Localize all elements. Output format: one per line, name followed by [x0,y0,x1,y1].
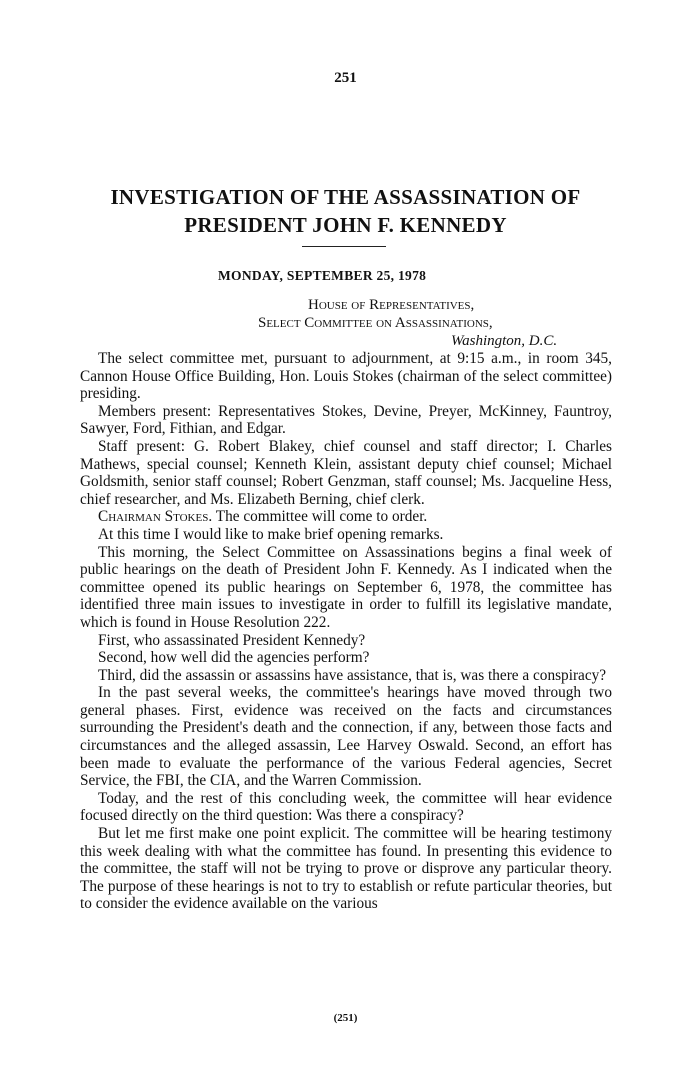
paragraph-text: The committee will come to order. [212,508,428,526]
paragraph-text: Second, how well did the agencies perform? [98,649,370,667]
paragraph-text: In the past several weeks, the committee's hearings have moved through two general phases. First, evidence was received on the facts and circumstances surrounding the President's death and the connection, if any, between those facts and circumstances and the alleged assassin, Lee Harvey Oswald. Second, an effort has been made to evaluate the performance of the various Federal agencies, Secret Service, the FBI, the CIA, and the Warren Commission. [80,684,612,790]
paragraph-text: At this time I would like to make brief opening remarks. [98,525,444,543]
paragraph-text: Members present: Representatives Stokes, Devine, Preyer, McKinney, Fauntroy, Sawyer, Ford, Fithian, and Edgar. [80,402,612,438]
paragraph-text: First, who assassinated President Kennedy? [98,631,366,649]
paragraph-text: Today, and the rest of this concluding week, the committee will hear evidence focused directly on the third question: Was there a conspiracy? [80,789,612,825]
venue-house: House of Representatives, [308,297,475,313]
title-line-2: PRESIDENT JOHN F. KENNEDY [184,213,507,237]
paragraph [80,526,612,544]
footer-page-number: (251) [333,1012,358,1024]
paragraph [80,632,612,650]
title-divider [302,246,386,247]
paragraph [80,403,612,438]
title-line-1: INVESTIGATION OF THE ASSASSINATION OF [110,185,581,209]
body-text [80,350,612,913]
venue-city: Washington, D.C. [451,333,558,349]
paragraph [80,544,612,632]
page-number: 251 [334,70,357,86]
paragraph-text: But let me first make one point explicit. The committee will be hearing testimony this week dealing with what the committee has found. In presenting this evidence to the committee, the staff will not be trying to prove or disprove any particular theory. The purpose of these hearings is not to try to establish or refute particular theories, but to consider the evidence available on the various [80,825,612,913]
document-title [60,183,631,239]
paragraph-text: Third, did the assassin or assassins have assistance, that is, was there a conspiracy? [98,666,607,684]
paragraph-text: The select committee met, pursuant to adjournment, at 9:15 a.m., in room 345, Cannon House Office Building, Hon. Louis Stokes (chairman of the select committee) presiding. [80,350,612,403]
paragraph [80,350,612,403]
paragraph [80,649,612,667]
hearing-date: MONDAY, SEPTEMBER 25, 1978 [218,268,427,283]
paragraph [80,790,612,825]
paragraph [80,825,612,913]
paragraph-text: This morning, the Select Committee on Assassinations begins a final week of public hearings on the death of President John F. Kennedy. As I indicated when the committee opened its public hearings on September 6, 1978, the committee has identified three main issues to investigate in order to fulfill its legislative mandate, which is found in House Resolution 222. [80,543,612,631]
paragraph [80,438,612,508]
paragraph-text: Staff present: G. Robert Blakey, chief counsel and staff director; I. Charles Mathews, special counsel; Kenneth Klein, assistant deputy chief counsel; Michael Goldsmith, senior staff counsel; Robert Genzman, staff counsel; Ms. Jacqueline Hess, chief researcher, and Ms. Elizabeth Berning, chief clerk. [80,437,612,508]
paragraph [80,684,612,790]
speaker-label: Chairman Stokes. [98,508,213,526]
paragraph [80,667,612,685]
venue-committee: Select Committee on Assassinations, [258,315,493,331]
paragraph [80,508,612,526]
